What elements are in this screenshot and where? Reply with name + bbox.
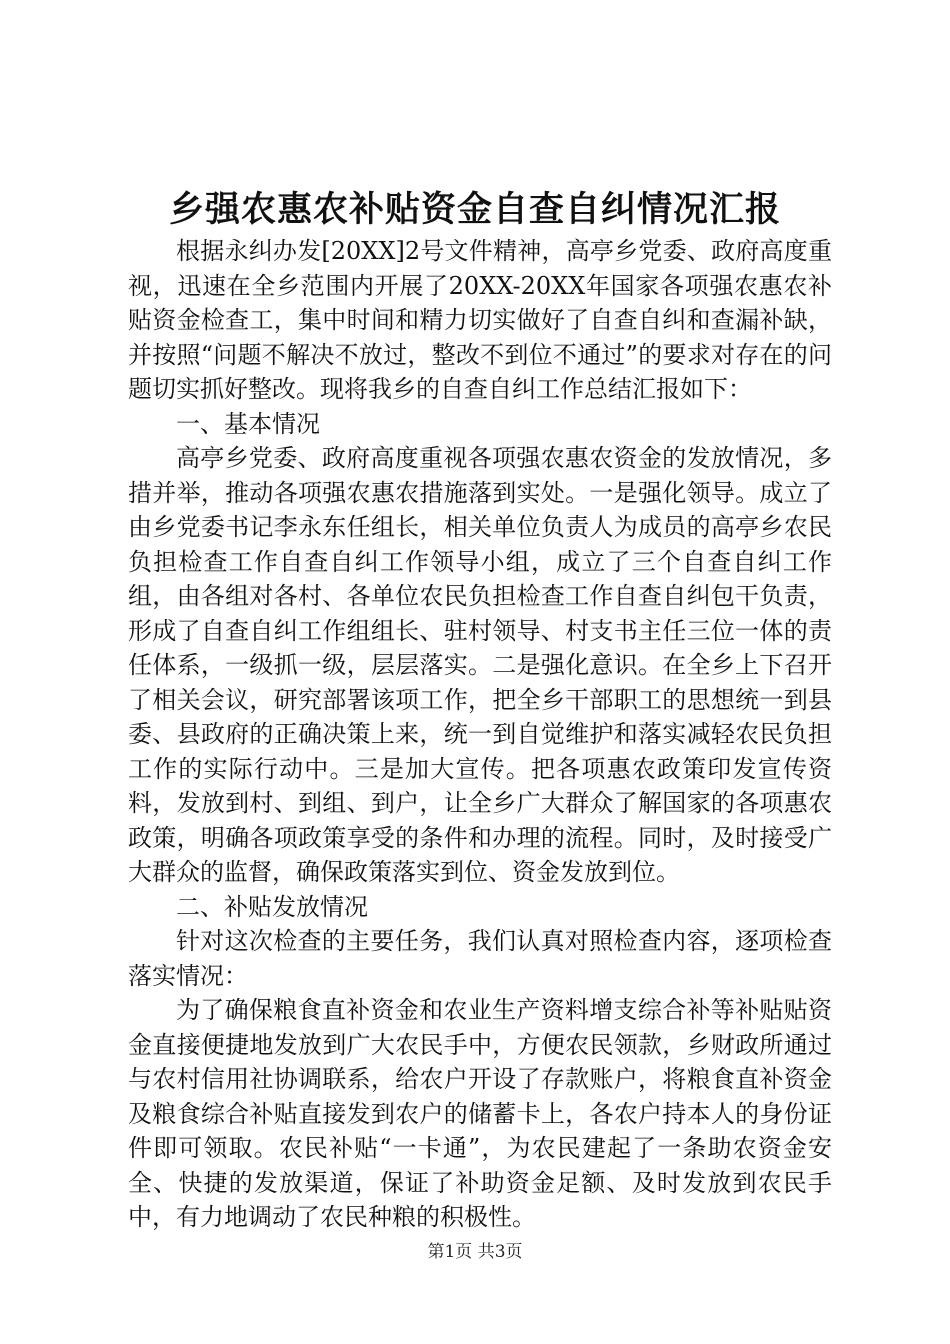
paragraph-intro: 根据永纠办发[20XX]2号文件精神，高亭乡党委、政府高度重视，迅速在全乡范围内开展了20XX-20XX年国家各项强农惠农补贴资金检查工，集中时间和精力切实做好了自查自纠和查漏补缺，并按照“问题不解决不放过，整改不到位不通过”的要求对存在的问题切实抓好整改。现将我乡的自查自纠工作总结汇报如下： <box>128 237 832 403</box>
document-body <box>128 234 832 1235</box>
paragraph-subsidy-details: 为了确保粮食直补资金和农业生产资料增支综合补等补贴贴资金直接便捷地发放到广大农民手中，方便农民领款，乡财政所通过与农村信用社协调联系，给农户开设了存款账户，将粮食直补资金及粮食综合补贴直接发到农户的储蓄卡上，各农户持本人的身份证件即可领取。农民补贴“一卡通”，为农民建起了一条助农资金安全、快捷的发放渠道，保证了补助资金足额、及时发放到农民手中，有力地调动了农民种粮的积极性。 <box>128 996 832 1231</box>
document-title: 乡强农惠农补贴资金自查自纠情况汇报 <box>168 189 781 230</box>
paragraph-inspection-tasks: 针对这次检查的主要任务，我们认真对照检查内容，逐项检查落实情况： <box>128 927 832 990</box>
page-footer: 第1页 共3页 <box>427 1242 523 1262</box>
section-heading-basic-situation: 一、基本情况 <box>176 409 320 438</box>
paragraph-basic-situation: 高亭乡党委、政府高度重视各项强农惠农资金的发放情况，多措并举，推动各项强农惠农措施落到实处。一是强化领导。成立了由乡党委书记李永东任组长，相关单位负责人为成员的高亭乡农民负担检查工作自查自纠工作领导小组，成立了三个自查自纠工作组，由各组对各村、各单位农民负担检查工作自查自纠包干负责，形成了自查自纠工作组组长、驻村领导、村支书主任三位一体的责任体系，一级抓一级，层层落实。二是强化意识。在全乡上下召开了相关会议，研究部署该项工作，把全乡干部职工的思想统一到县委、县政府的正确决策上来，统一到自觉维护和落实减轻农民负担工作的实际行动中。三是加大宣传。把各项惠农政策印发宣传资料，发放到村、到组、到户，让全乡广大群众了解国家的各项惠农政策，明确各项政策享受的条件和办理的流程。同时，及时接受广大群众的监督，确保政策落实到位、资金发放到位。 <box>128 444 832 886</box>
section-heading-subsidy-distribution: 二、补贴发放情况 <box>176 892 368 921</box>
